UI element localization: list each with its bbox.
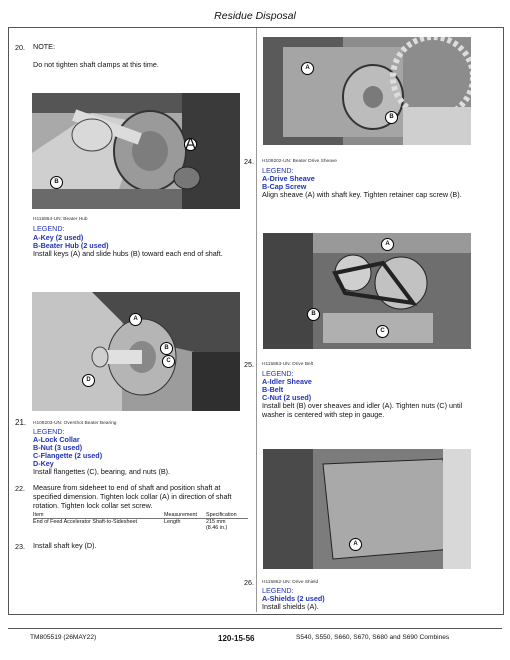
step-25-instruction: Install belt (B) over sheaves and idler (A). Tighten nuts (C) until: [262, 401, 463, 410]
spec-in: (8.46 in.): [206, 525, 228, 531]
drive-belt-photo: [263, 233, 471, 349]
figure-caption: H109203-UN: Overshot Beater Bearing: [33, 421, 117, 426]
legend-item: A-Key (2 used): [33, 233, 84, 242]
figure-caption: H115864-UN: Beater Hub: [33, 217, 88, 222]
table-header: Specification: [206, 512, 248, 519]
legend-item: A-Lock Collar: [33, 435, 80, 444]
step-20-note: Do not tighten shaft clamps at this time.: [33, 60, 159, 69]
step-26-number: 26.: [244, 578, 254, 587]
callout-a: A: [129, 313, 142, 326]
figure-caption: H115862-UN: Drive Shield: [262, 580, 319, 585]
table-cell: End of Feed Accelerator Shaft-to-Sidesheet: [33, 519, 137, 525]
callout-a: A: [349, 538, 362, 551]
legend-item: A-Idler Sheave: [262, 377, 312, 386]
footer-doc-id: TM805519 (26MAY22): [30, 634, 97, 641]
legend-item: C-Nut (2 used): [262, 393, 312, 402]
table-cell: Length: [164, 519, 181, 525]
step-24-instruction: Align sheave (A) with shaft key. Tighten retainer cap screw (B).: [262, 190, 462, 199]
column-divider: [256, 28, 257, 612]
callout-b: B: [385, 111, 398, 124]
legend-item: B-Nut (3 used): [33, 443, 83, 452]
legend-title: LEGEND:: [262, 166, 294, 175]
footer-models: S540, S550, S660, S670, S680 and S690 Combines: [296, 634, 450, 641]
step-24-number: 24.: [244, 157, 254, 166]
step-20-instruction: Install keys (A) and slide hubs (B) toward each end of shaft.: [33, 249, 223, 258]
callout-b: B: [50, 176, 63, 189]
table-cell: [206, 519, 248, 532]
footer-page-number: 120-15-56: [218, 634, 255, 643]
callout-c: C: [376, 325, 389, 338]
table-header: Item: [33, 512, 164, 519]
step-25-instruction: washer is centered with step in gauge.: [262, 410, 385, 419]
legend-item: A-Shields (2 used): [262, 594, 325, 603]
step-20-number: 20.: [15, 43, 25, 52]
beater-hub-photo: [32, 93, 240, 209]
legend-item: C-Flangette (2 used): [33, 451, 103, 460]
step-22-number: 22.: [15, 484, 25, 493]
drive-sheave-photo: [263, 37, 471, 145]
step-25-number: 25.: [244, 360, 254, 369]
figure-caption: H109202-UN: Beater Drive Sheave: [262, 159, 337, 164]
spec-table: [33, 512, 248, 531]
callout-d: D: [82, 374, 95, 387]
callout-b: B: [160, 342, 173, 355]
callout-b: B: [307, 308, 320, 321]
drive-shield-photo: [263, 449, 471, 569]
figure-caption: H115863-UN: Drive Belt: [262, 362, 314, 367]
legend-item: D-Key: [33, 459, 54, 468]
legend-item: B-Cap Screw: [262, 182, 307, 191]
legend-title: LEGEND:: [262, 586, 294, 595]
beater-bearing-photo: [32, 292, 240, 411]
step-22-line: Measure from sideheet to end of shaft and position shaft at: [33, 483, 221, 492]
step-21-instruction: Install flangettes (C), bearing, and nuts (B).: [33, 467, 171, 476]
callout-a: A: [185, 136, 196, 153]
step-23-number: 23.: [15, 542, 25, 551]
legend-item: A-Drive Sheave: [262, 174, 315, 183]
legend-title: LEGEND:: [33, 427, 65, 436]
step-22-line: specified dimension. Tighten lock collar (A) in direction of shaft: [33, 492, 232, 501]
page-title: Residue Disposal: [214, 10, 296, 22]
legend-title: LEGEND:: [262, 369, 294, 378]
table-header: Measurement: [164, 512, 206, 519]
legend-item: B-Beater Hub (2 used): [33, 241, 109, 250]
legend-item: B-Belt: [262, 385, 284, 394]
step-20-heading: NOTE:: [33, 42, 55, 51]
step-23-text: Install shaft key (D).: [33, 541, 97, 550]
callout-a: A: [381, 238, 394, 251]
step-26-instruction: Install shields (A).: [262, 602, 319, 611]
callout-a: A: [301, 62, 314, 75]
step-21-number: 21.: [15, 418, 27, 427]
footer-rule: [8, 628, 502, 629]
step-22-line: rotation. Tighten lock collar set screw.: [33, 501, 153, 510]
legend-title: LEGEND:: [33, 224, 65, 233]
callout-c: C: [162, 355, 175, 368]
spec-mm: 215 mm: [206, 519, 226, 525]
